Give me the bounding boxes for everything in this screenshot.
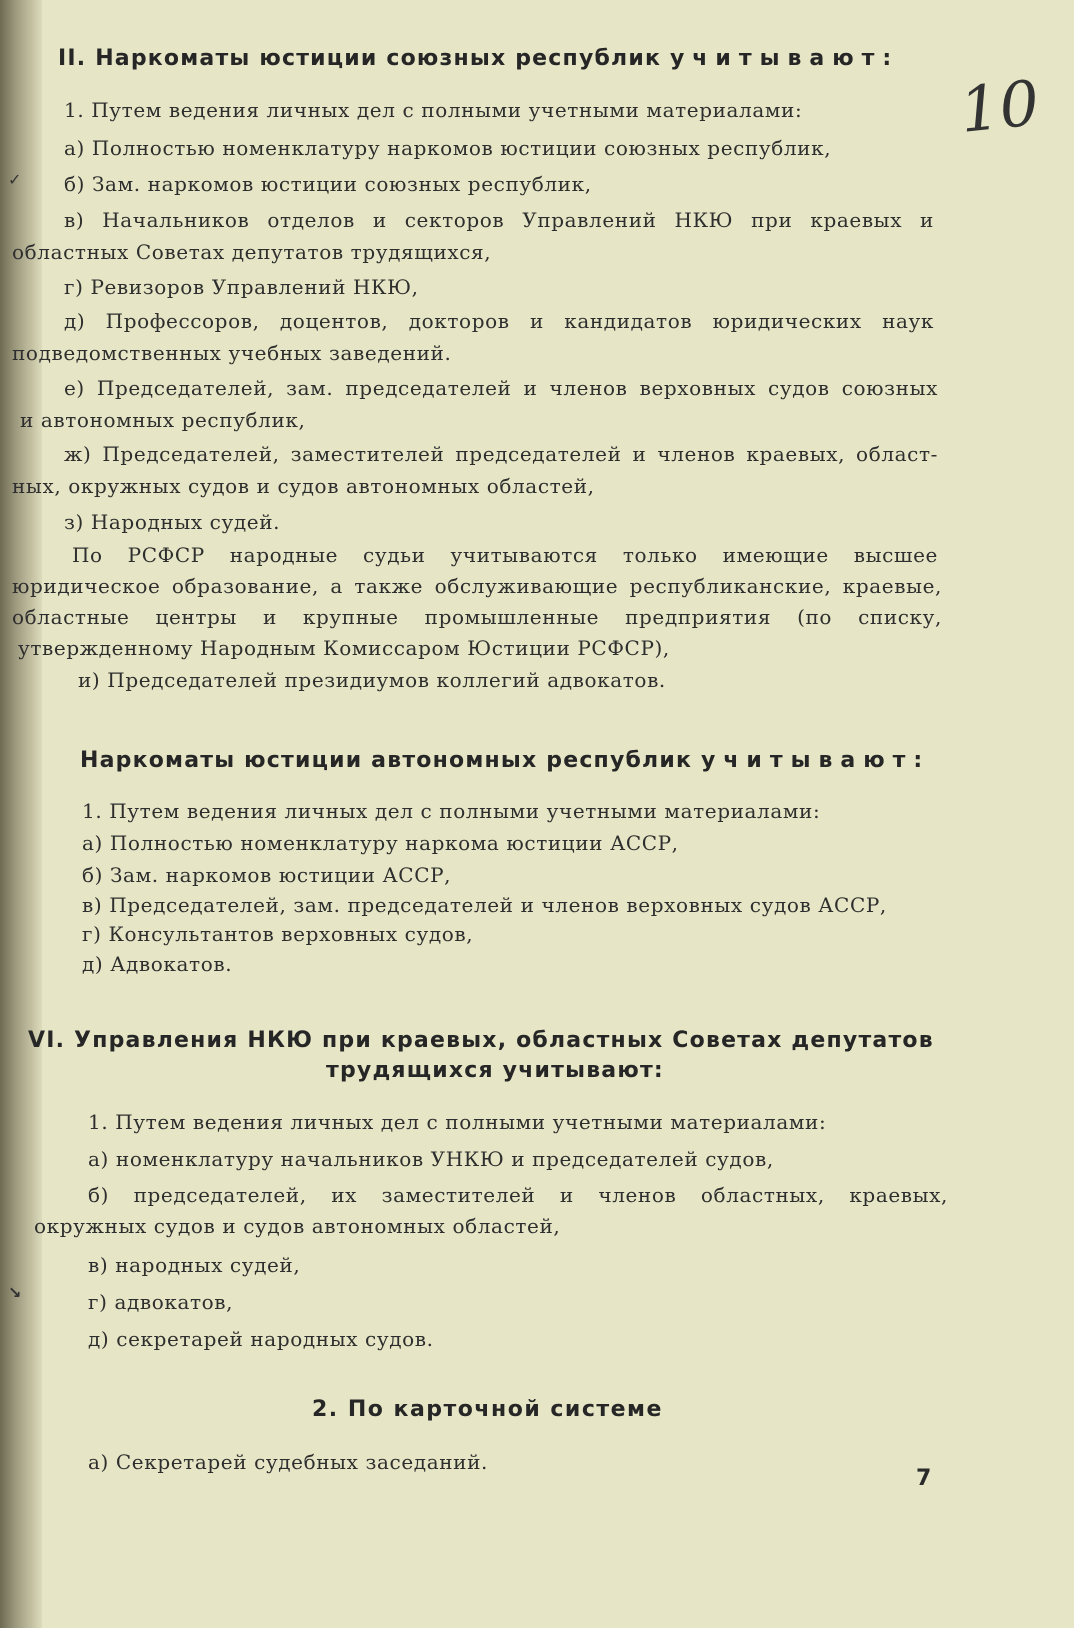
page-number: 7 <box>916 1466 932 1491</box>
section-2-heading <box>58 46 899 71</box>
section-2-line: 1. Путем ведения личных дел с полными учетными материалами: <box>64 98 803 122</box>
section-2-line: ных, окружных судов и судов автономных областей, <box>12 474 595 498</box>
section-2-line: б) Зам. наркомов юстиции союзных республик, <box>64 172 592 196</box>
section-autonomous-line: а) Полностью номенклатуру наркома юстиции АССР, <box>82 831 679 855</box>
section-6-line: 1. Путем ведения личных дел с полными учетными материалами: <box>88 1110 827 1134</box>
section-autonomous-line: в) Председателей, зам. председателей и членов верховных судов АССР, <box>82 893 887 917</box>
section-6-line: г) адвокатов, <box>88 1290 234 1314</box>
section-2-line: з) Народных судей. <box>64 510 281 534</box>
section-6-line: в) народных судей, <box>88 1253 301 1277</box>
section-autonomous-heading-suffix: учитывают: <box>700 748 931 773</box>
section-2-line: подведомственных учебных заведений. <box>12 341 452 365</box>
section-6-sub-line: а) Секретарей судебных заседаний. <box>88 1450 488 1474</box>
section-6-line: д) секретарей народных судов. <box>88 1327 434 1351</box>
section-2-line: юридическое образование, а также обслуживающие республиканские, краевые, <box>12 574 942 598</box>
section-6-line: окружных судов и судов автономных областей, <box>34 1214 561 1238</box>
section-2-line: в) Начальников отделов и секторов Управлений НКЮ при краевых и <box>64 208 934 232</box>
margin-check-mark-icon: ✓ <box>8 170 22 189</box>
section-2-heading-prefix: II. Наркоматы юстиции союзных республик <box>58 46 662 71</box>
section-2-heading-suffix: учитывают: <box>669 46 900 71</box>
section-autonomous-heading <box>80 748 930 773</box>
section-2-line: д) Профессоров, доцентов, докторов и кандидатов юридических наук <box>64 309 934 333</box>
section-2-line: областных Советах депутатов трудящихся, <box>12 240 492 264</box>
section-6-subheading: 2. По карточной системе <box>312 1397 663 1422</box>
section-autonomous-line: г) Консультантов верховных судов, <box>82 922 474 946</box>
section-6-heading-line-2: трудящихся учитывают: <box>326 1058 664 1083</box>
section-2-line: утвержденному Народным Комиссаром Юстиции РСФСР), <box>18 636 670 660</box>
section-6-line: а) номенклатуру начальников УНКЮ и председателей судов, <box>88 1147 774 1171</box>
section-6-line: б) председателей, их заместителей и членов областных, краевых, <box>88 1183 948 1207</box>
section-2-line: а) Полностью номенклатуру наркомов юстиции союзных республик, <box>64 136 832 160</box>
margin-arrow-mark-icon: ↘ <box>8 1283 22 1302</box>
section-autonomous-line: д) Адвокатов. <box>82 952 233 976</box>
section-6-heading-line-1: VI. Управления НКЮ при краевых, областных Советах депутатов <box>28 1028 934 1053</box>
section-autonomous-heading-prefix: Наркоматы юстиции автономных республик <box>80 748 693 773</box>
section-2-line: г) Ревизоров Управлений НКЮ, <box>64 275 419 299</box>
section-2-line: областные центры и крупные промышленные предприятия (по списку, <box>12 605 942 629</box>
section-autonomous-line: 1. Путем ведения личных дел с полными учетными материалами: <box>82 799 821 823</box>
section-2-line: е) Председателей, зам. председателей и членов верховных судов союзных <box>64 376 938 400</box>
section-2-line: ж) Председателей, заместителей председателей и членов краевых, област- <box>64 442 938 466</box>
section-2-line: По РСФСР народные судьи учитываются только имеющие высшее <box>72 543 938 567</box>
section-2-line: и) Председателей президиумов коллегий адвокатов. <box>78 668 666 692</box>
handwritten-page-note: 10 <box>956 66 1043 147</box>
section-2-line: и автономных республик, <box>20 408 306 432</box>
section-autonomous-line: б) Зам. наркомов юстиции АССР, <box>82 863 452 887</box>
